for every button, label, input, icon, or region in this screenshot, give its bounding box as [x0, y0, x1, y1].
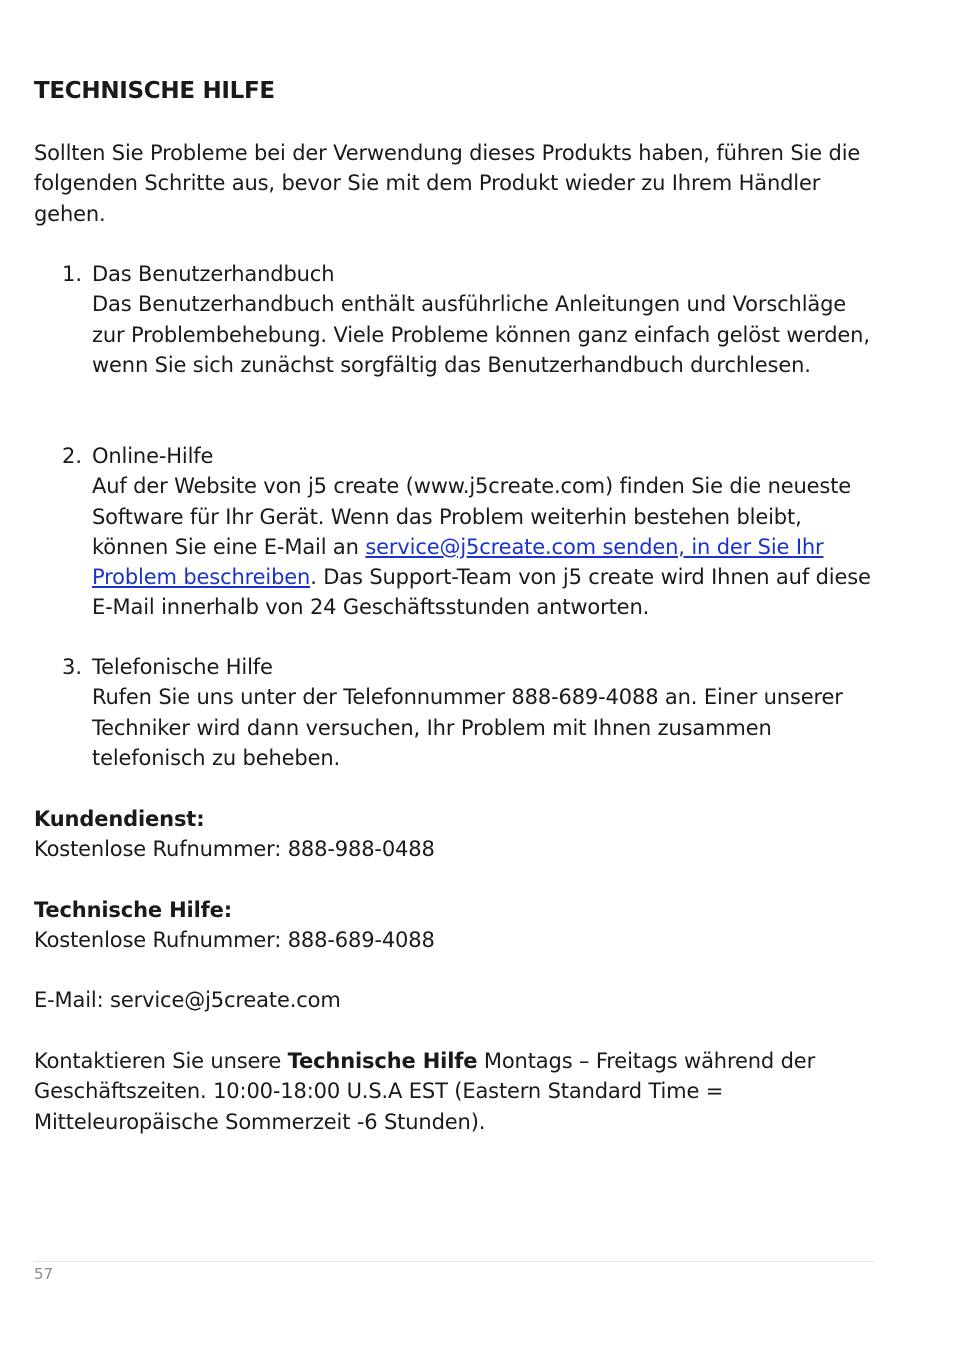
customer-service-heading: Kundendienst: [34, 807, 205, 831]
customer-service-section [34, 804, 874, 865]
list-item [34, 259, 874, 380]
contact-text-before: Kontaktieren Sie unsere [34, 1049, 288, 1073]
step-heading: Telefonische Hilfe [92, 655, 273, 679]
step-text: Das Benutzerhandbuch enthält ausführliche Anleitungen und Vorschläge zur Problembehebung. Viele Probleme können ganz einfach gelöst werden, wenn Sie sich zunächst sorgfältig das Benutzerhandbuch durchlesen. [92, 292, 870, 377]
step-text-before-link: Auf der Website von j5 create (www.j5create.com) finden Sie die neueste Software für Ihr Gerät. Wenn das Problem weiterhin bestehen bleibt, können Sie eine E-Mail an [92, 474, 852, 559]
list-item [34, 652, 874, 773]
step-text: Rufen Sie uns unter der Telefonnummer 888-689-4088 an. Einer unserer Techniker wird dann versuchen, Ihr Problem mit Ihnen zusammen telefonisch zu beheben. [92, 685, 843, 770]
contact-bold-text: Technische Hilfe [287, 1049, 478, 1073]
contact-paragraph [34, 1046, 874, 1137]
tech-support-heading: Technische Hilfe: [34, 898, 232, 922]
tech-support-phone: Kostenlose Rufnummer: 888-689-4088 [34, 928, 435, 953]
email-section [34, 985, 874, 1015]
page-number: 57 [34, 1265, 54, 1283]
customer-service-phone: Kostenlose Rufnummer: 888-988-0488 [34, 837, 435, 862]
contact-text-after: Montags – Freitags während der Geschäftszeiten. 10:00-18:00 U.S.A EST (Eastern Standard Time = Mitteleuropäische Sommerzeit -6 Stunden). [34, 1049, 816, 1134]
support-email-link[interactable]: service@j5create.com senden, in der Sie Ihr Problem beschreiben [92, 534, 824, 590]
list-number: 2. [62, 444, 83, 468]
intro-paragraph: Sollten Sie Probleme bei der Verwendung dieses Produkts haben, führen Sie die folgenden Schritte aus, bevor Sie mit dem Produkt wieder zu Ihrem Händler gehen. [34, 141, 861, 226]
list-number: 3. [62, 655, 83, 679]
step-text-after-link: . Das Support-Team von j5 create wird Ihnen auf diese E-Mail innerhalb von 24 Geschäftsstunden antworten. [92, 565, 871, 620]
step-heading: Das Benutzerhandbuch [92, 262, 335, 286]
email-line: E-Mail: service@j5create.com [34, 988, 341, 1012]
step-heading: Online-Hilfe [92, 444, 214, 468]
list-item [34, 441, 874, 623]
tech-support-section [34, 895, 874, 956]
list-number: 1. [62, 262, 83, 286]
contact-section [34, 1046, 874, 1137]
step-text [92, 471, 874, 622]
footer-divider [34, 1261, 874, 1262]
page-title: TECHNISCHE HILFE [34, 78, 275, 104]
